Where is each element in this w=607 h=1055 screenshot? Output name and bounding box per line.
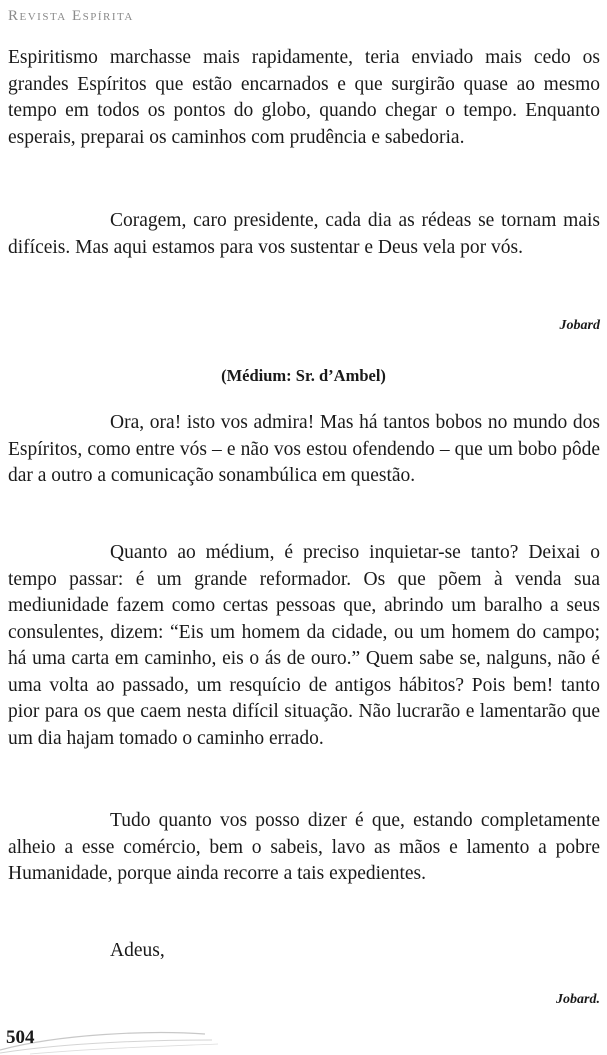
paragraph-2: Coragem, caro presidente, cada dia as rédeas se tornam mais difíceis. Mas aqui estamos para vos sustentar e Deus vela por vós. — [8, 210, 600, 258]
medium-heading: (Médium: Sr. d’Ambel) — [221, 366, 386, 385]
page-number: 504 — [6, 1027, 35, 1048]
paragraph-6: Adeus, — [110, 940, 165, 961]
running-header: Revista Espírita — [8, 8, 134, 24]
paragraph-4: Quanto ao médium, é preciso inquietar-se tanto? Deixai o tempo passar: é um grande reformador. Os que põem à venda sua mediunidade fazem como certas pessoas que, abrindo um baralho a seus consulentes, dizem: “Eis um homem da cidade, ou um homem do campo; há uma carta em caminho, eis o ás de ouro.” Quem sabe se, nalguns, não é uma volta ao passado, um resquício de antigos hábitos? Pois bem! tanto pior para os que caem nesta difícil situação. Não lucrarão e lamentarão que um dia hajam tomado o caminho errado. — [8, 542, 600, 749]
paragraph-1: Espiritismo marchasse mais rapidamente, teria enviado mais cedo os grandes Espíritos que estão encarnados e que surgirão quase ao mesmo tempo em todos os pontos do globo, quando chegar o tempo. Enquanto esperais, preparai os caminhos com prudência e sabedoria. — [8, 47, 600, 148]
signature-jobard-2: Jobard. — [556, 992, 600, 1007]
paragraph-3: Ora, ora! isto vos admira! Mas há tantos bobos no mundo dos Espíritos, como entre vós – e não vos estou ofendendo – que um bobo pôde dar a outro a comunicação sonambúlica em questão. — [8, 412, 600, 486]
paragraph-5: Tudo quanto vos posso dizer é que, estando completamente alheio a esse comércio, bem o sabeis, lavo as mãos e lamento a pobre Humanidade, porque ainda recorre a tais expedientes. — [8, 810, 600, 884]
signature-jobard-1: Jobard — [559, 318, 600, 333]
